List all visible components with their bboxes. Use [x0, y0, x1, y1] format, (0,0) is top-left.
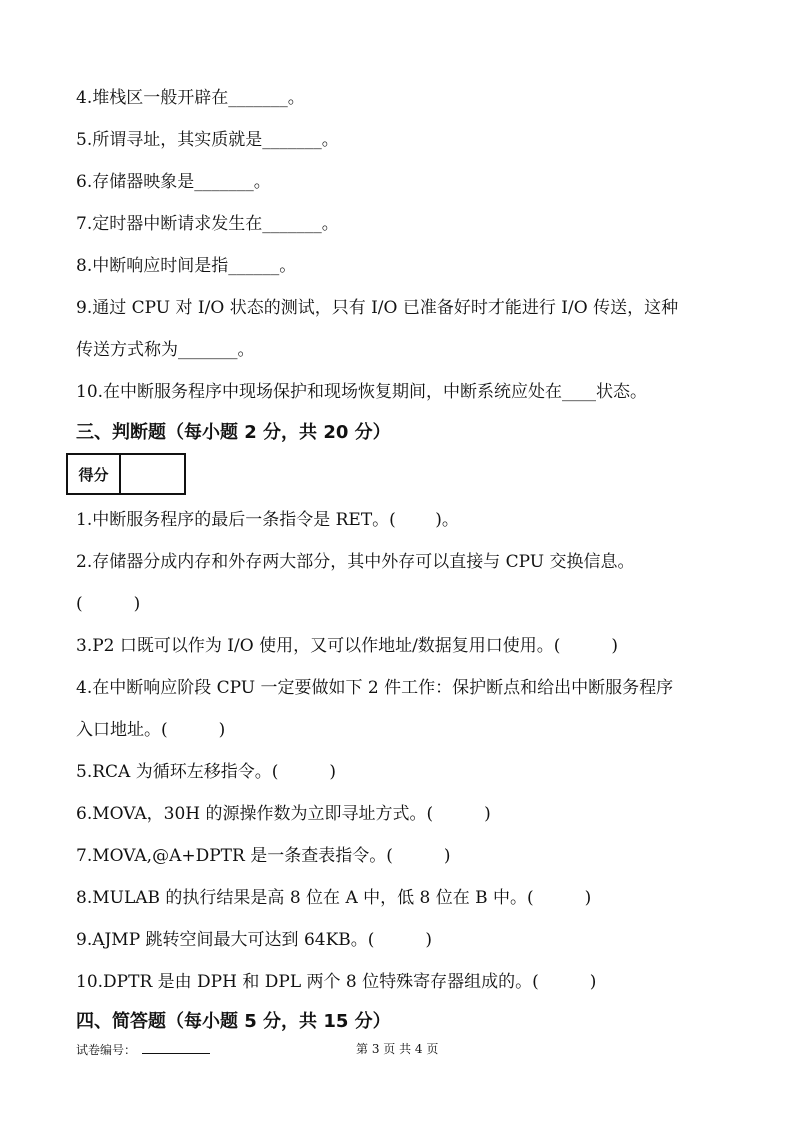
- question-8: 8.中断响应时间是指______。: [76, 256, 297, 276]
- question-6: 6.存储器映象是_______。: [76, 172, 271, 192]
- question-9-line-1: 9.通过 CPU 对 I/O 状态的测试，只有 I/O 已准备好时才能进行 I/O 传送，这种: [76, 298, 679, 318]
- judge-8: 8.MULAB 的执行结果是高 8 位在 A 中，低 8 位在 B 中。( ): [76, 888, 592, 908]
- judge-4-line-2: 入口地址。( ): [76, 720, 226, 740]
- question-10: 10.在中断服务程序中现场保护和现场恢复期间，中断系统应处在____状态。: [76, 382, 648, 402]
- judge-1: 1.中断服务程序的最后一条指令是 RET。( )。: [76, 510, 459, 530]
- judge-7: 7.MOVA,@A+DPTR 是一条查表指令。( ): [76, 846, 451, 866]
- question-5: 5.所谓寻址，其实质就是_______。: [76, 130, 339, 150]
- judge-2-line-1: 2.存储器分成内存和外存两大部分，其中外存可以直接与 CPU 交换信息。: [76, 552, 635, 572]
- question-7: 7.定时器中断请求发生在_______。: [76, 214, 339, 234]
- judge-6: 6.MOVA，30H 的源操作数为立即寻址方式。( ): [76, 804, 491, 824]
- judge-5: 5.RCA 为循环左移指令。( ): [76, 762, 336, 782]
- exam-number-label: 试卷编号：: [76, 1043, 137, 1057]
- question-4: 4.堆栈区一般开辟在_______。: [76, 88, 305, 108]
- exam-number: [76, 1041, 210, 1058]
- section-4-title: 四、简答题（每小题 5 分，共 15 分）: [76, 1011, 391, 1032]
- judge-3: 3.P2 口既可以作为 I/O 使用，又可以作地址/数据复用口使用。( ): [76, 636, 619, 656]
- judge-2-line-2: ( ): [76, 594, 141, 614]
- section-3-title: 三、判断题（每小题 2 分，共 20 分）: [76, 422, 391, 443]
- question-9-line-2: 传送方式称为_______。: [76, 340, 255, 360]
- judge-4-line-1: 4.在中断响应阶段 CPU 一定要做如下 2 件工作：保护断点和给出中断服务程序: [76, 678, 674, 698]
- judge-10: 10.DPTR 是由 DPH 和 DPL 两个 8 位特殊寄存器组成的。( ): [76, 972, 597, 992]
- page-number: 第 3 页 共 4 页: [356, 1042, 439, 1056]
- exam-number-blank: [142, 1041, 210, 1054]
- judge-9: 9.AJMP 跳转空间最大可达到 64KB。( ): [76, 930, 433, 950]
- score-label: 得分: [68, 455, 121, 493]
- score-box: [66, 453, 186, 495]
- score-value-cell: [121, 455, 184, 493]
